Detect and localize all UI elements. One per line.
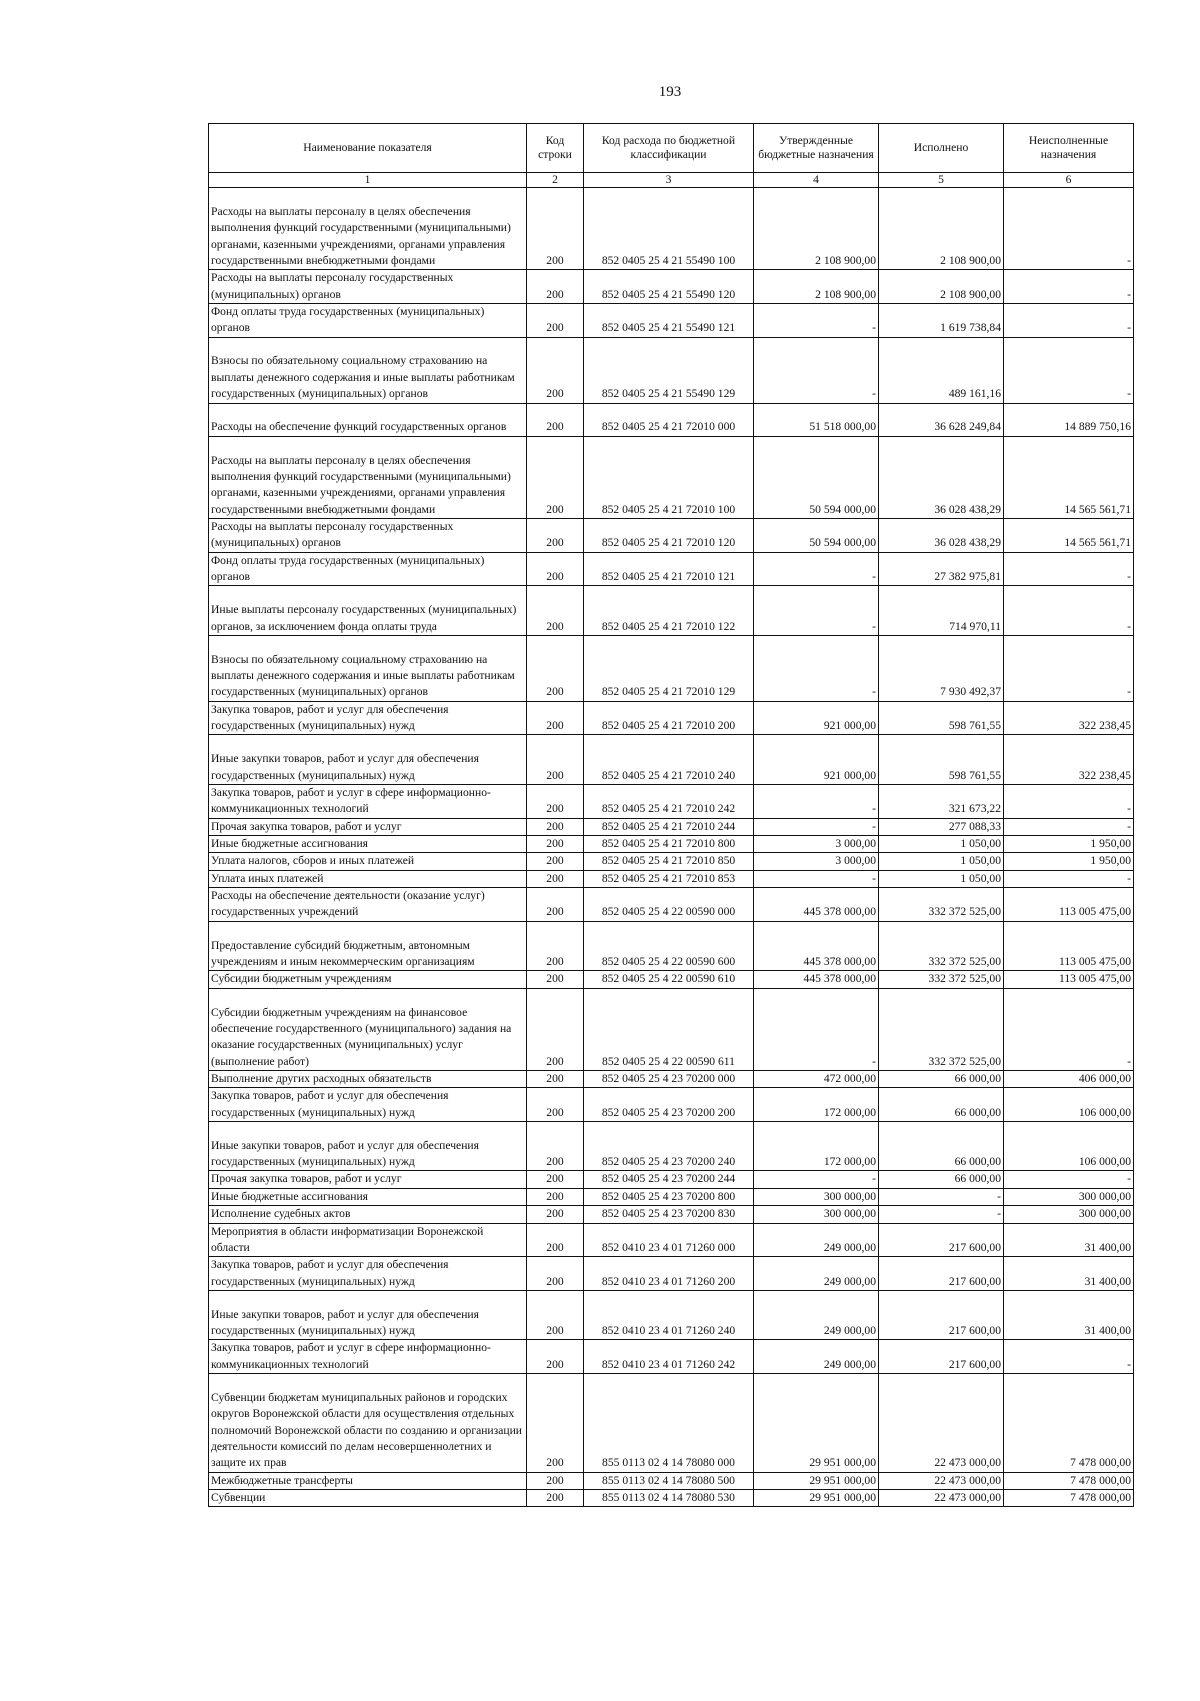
- header-executed: Исполнено: [879, 124, 1004, 173]
- approved-amount-cell: 2 108 900,00: [754, 188, 879, 270]
- table-row: [209, 1472, 1134, 1489]
- table-row: [209, 403, 1134, 436]
- indicator-name-cell: Иные закупки товаров, работ и услуг для обеспечения государственных (муниципальных) нужд: [209, 735, 527, 785]
- table-row: [209, 1088, 1134, 1122]
- indicator-name-cell: Иные закупки товаров, работ и услуг для обеспечения государственных (муниципальных) нужд: [209, 1290, 527, 1340]
- table-row: [209, 1340, 1134, 1374]
- table-row: [209, 701, 1134, 735]
- row-code-cell: 200: [527, 988, 584, 1070]
- indicator-name-cell: Субвенции: [209, 1490, 527, 1507]
- unexecuted-amount-cell: 7 478 000,00: [1004, 1374, 1134, 1473]
- approved-amount-cell: 249 000,00: [754, 1223, 879, 1257]
- unexecuted-amount-cell: 113 005 475,00: [1004, 921, 1134, 971]
- unexecuted-amount-cell: 14 889 750,16: [1004, 403, 1134, 436]
- indicator-name-cell: Выполнение других расходных обязательств: [209, 1070, 527, 1087]
- row-code-cell: 200: [527, 586, 584, 636]
- approved-amount-cell: 172 000,00: [754, 1121, 879, 1171]
- budget-code-cell: 852 0405 25 4 23 70200 200: [584, 1088, 754, 1122]
- approved-amount-cell: 472 000,00: [754, 1070, 879, 1087]
- unexecuted-amount-cell: 322 238,45: [1004, 735, 1134, 785]
- unexecuted-amount-cell: 31 400,00: [1004, 1290, 1134, 1340]
- budget-code-cell: 852 0405 25 4 23 70200 800: [584, 1188, 754, 1205]
- unexecuted-amount-cell: 14 565 561,71: [1004, 518, 1134, 552]
- table-row: [209, 921, 1134, 971]
- approved-amount-cell: -: [754, 586, 879, 636]
- header-budget-code: Код расхода по бюджетной классификации: [584, 124, 754, 173]
- indicator-name-cell: Расходы на обеспечение деятельности (оказание услуг) государственных учреждений: [209, 888, 527, 922]
- budget-code-cell: 852 0405 25 4 22 00590 610: [584, 971, 754, 988]
- row-code-cell: 200: [527, 1070, 584, 1087]
- table-row: [209, 436, 1134, 518]
- approved-amount-cell: 921 000,00: [754, 701, 879, 735]
- indicator-name-cell: Фонд оплаты труда государственных (муниципальных) органов: [209, 303, 527, 337]
- executed-amount-cell: 217 600,00: [879, 1223, 1004, 1257]
- indicator-name-cell: Фонд оплаты труда государственных (муниципальных) органов: [209, 552, 527, 586]
- table-row: [209, 552, 1134, 586]
- row-code-cell: 200: [527, 403, 584, 436]
- indicator-name-cell: Взносы по обязательному социальному страхованию на выплаты денежного содержания и иные выплаты работникам государственных (муниципальных) органов: [209, 635, 527, 701]
- unexecuted-amount-cell: -: [1004, 270, 1134, 304]
- table-row: [209, 870, 1134, 887]
- approved-amount-cell: 51 518 000,00: [754, 403, 879, 436]
- unexecuted-amount-cell: 106 000,00: [1004, 1088, 1134, 1122]
- executed-amount-cell: 332 372 525,00: [879, 888, 1004, 922]
- row-code-cell: 200: [527, 1223, 584, 1257]
- unexecuted-amount-cell: -: [1004, 303, 1134, 337]
- unexecuted-amount-cell: 7 478 000,00: [1004, 1490, 1134, 1507]
- executed-amount-cell: -: [879, 1188, 1004, 1205]
- budget-code-cell: 852 0405 25 4 21 55490 129: [584, 337, 754, 403]
- indicator-name-cell: Иные бюджетные ассигнования: [209, 836, 527, 853]
- unexecuted-amount-cell: -: [1004, 586, 1134, 636]
- unexecuted-amount-cell: -: [1004, 988, 1134, 1070]
- approved-amount-cell: -: [754, 988, 879, 1070]
- unexecuted-amount-cell: 1 950,00: [1004, 853, 1134, 870]
- table-row: [209, 1070, 1134, 1087]
- executed-amount-cell: -: [879, 1206, 1004, 1223]
- row-code-cell: 200: [527, 1171, 584, 1188]
- unexecuted-amount-cell: -: [1004, 870, 1134, 887]
- row-code-cell: 200: [527, 270, 584, 304]
- unexecuted-amount-cell: 7 478 000,00: [1004, 1472, 1134, 1489]
- indicator-name-cell: Субсидии бюджетным учреждениям на финансовое обеспечение государственного (муниципального) задания на оказание государственных (муниципальных) услуг (выполнение работ): [209, 988, 527, 1070]
- executed-amount-cell: 332 372 525,00: [879, 921, 1004, 971]
- approved-amount-cell: 29 951 000,00: [754, 1472, 879, 1489]
- row-code-cell: 200: [527, 785, 584, 819]
- table-row: [209, 785, 1134, 819]
- unexecuted-amount-cell: 31 400,00: [1004, 1257, 1134, 1291]
- budget-code-cell: 852 0405 25 4 23 70200 830: [584, 1206, 754, 1223]
- indicator-name-cell: Межбюджетные трансферты: [209, 1472, 527, 1489]
- unexecuted-amount-cell: -: [1004, 552, 1134, 586]
- approved-amount-cell: 50 594 000,00: [754, 518, 879, 552]
- table-row: [209, 1188, 1134, 1205]
- unexecuted-amount-cell: 113 005 475,00: [1004, 971, 1134, 988]
- table-row: [209, 1206, 1134, 1223]
- approved-amount-cell: 445 378 000,00: [754, 921, 879, 971]
- indicator-name-cell: Прочая закупка товаров, работ и услуг: [209, 1171, 527, 1188]
- budget-code-cell: 852 0405 25 4 23 70200 000: [584, 1070, 754, 1087]
- executed-amount-cell: 489 161,16: [879, 337, 1004, 403]
- budget-code-cell: 852 0405 25 4 23 70200 244: [584, 1171, 754, 1188]
- approved-amount-cell: 3 000,00: [754, 836, 879, 853]
- approved-amount-cell: 3 000,00: [754, 853, 879, 870]
- approved-amount-cell: 249 000,00: [754, 1257, 879, 1291]
- row-code-cell: 200: [527, 888, 584, 922]
- approved-amount-cell: -: [754, 1171, 879, 1188]
- indicator-name-cell: Иные бюджетные ассигнования: [209, 1188, 527, 1205]
- table-row: [209, 1171, 1134, 1188]
- unexecuted-amount-cell: -: [1004, 635, 1134, 701]
- executed-amount-cell: 217 600,00: [879, 1257, 1004, 1291]
- table-row: [209, 1374, 1134, 1473]
- indicator-name-cell: Исполнение судебных актов: [209, 1206, 527, 1223]
- approved-amount-cell: 249 000,00: [754, 1340, 879, 1374]
- row-code-cell: 200: [527, 1188, 584, 1205]
- indicator-name-cell: Расходы на выплаты персоналу государственных (муниципальных) органов: [209, 270, 527, 304]
- budget-code-cell: 852 0405 25 4 21 72010 244: [584, 818, 754, 835]
- executed-amount-cell: 714 970,11: [879, 586, 1004, 636]
- budget-code-cell: 852 0405 25 4 22 00590 611: [584, 988, 754, 1070]
- budget-code-cell: 852 0405 25 4 21 55490 121: [584, 303, 754, 337]
- row-code-cell: 200: [527, 1257, 584, 1291]
- row-code-cell: 200: [527, 971, 584, 988]
- executed-amount-cell: 36 628 249,84: [879, 403, 1004, 436]
- executed-amount-cell: 66 000,00: [879, 1121, 1004, 1171]
- row-code-cell: 200: [527, 921, 584, 971]
- executed-amount-cell: 36 028 438,29: [879, 436, 1004, 518]
- row-code-cell: 200: [527, 552, 584, 586]
- indicator-name-cell: Субсидии бюджетным учреждениям: [209, 971, 527, 988]
- page-number: 193: [658, 84, 682, 100]
- executed-amount-cell: 22 473 000,00: [879, 1490, 1004, 1507]
- executed-amount-cell: 66 000,00: [879, 1070, 1004, 1087]
- row-code-cell: 200: [527, 1472, 584, 1489]
- row-code-cell: 200: [527, 735, 584, 785]
- budget-code-cell: 852 0405 25 4 21 72010 853: [584, 870, 754, 887]
- indicator-name-cell: Расходы на обеспечение функций государственных органов: [209, 403, 527, 436]
- budget-code-cell: 852 0405 25 4 21 55490 120: [584, 270, 754, 304]
- unexecuted-amount-cell: 14 565 561,71: [1004, 436, 1134, 518]
- row-code-cell: 200: [527, 337, 584, 403]
- budget-code-cell: 852 0405 25 4 21 55490 100: [584, 188, 754, 270]
- header-row-code: Код строки: [527, 124, 584, 173]
- executed-amount-cell: 332 372 525,00: [879, 988, 1004, 1070]
- indicator-name-cell: Субвенции бюджетам муниципальных районов и городских округов Воронежской области для осуществления отдельных полномочий Воронежской области по созданию и организации деятельности комиссий по делам несовершеннолетних и защите их прав: [209, 1374, 527, 1473]
- indicator-name-cell: Иные закупки товаров, работ и услуг для обеспечения государственных (муниципальных) нужд: [209, 1121, 527, 1171]
- row-code-cell: 200: [527, 818, 584, 835]
- unexecuted-amount-cell: -: [1004, 1171, 1134, 1188]
- table-row: [209, 1257, 1134, 1291]
- indicator-name-cell: Иные выплаты персоналу государственных (муниципальных) органов, за исключением фонда оплаты труда: [209, 586, 527, 636]
- row-code-cell: 200: [527, 870, 584, 887]
- budget-execution-table: [208, 123, 1134, 1507]
- column-number: 6: [1004, 173, 1134, 188]
- budget-code-cell: 852 0405 25 4 21 72010 242: [584, 785, 754, 819]
- column-number: 4: [754, 173, 879, 188]
- executed-amount-cell: 598 761,55: [879, 735, 1004, 785]
- row-code-cell: 200: [527, 518, 584, 552]
- approved-amount-cell: 445 378 000,00: [754, 971, 879, 988]
- approved-amount-cell: 445 378 000,00: [754, 888, 879, 922]
- table-row: [209, 988, 1134, 1070]
- budget-code-cell: 852 0410 23 4 01 71260 000: [584, 1223, 754, 1257]
- indicator-name-cell: Закупка товаров, работ и услуг в сфере информационно-коммуникационных технологий: [209, 1340, 527, 1374]
- executed-amount-cell: 27 382 975,81: [879, 552, 1004, 586]
- indicator-name-cell: Прочая закупка товаров, работ и услуг: [209, 818, 527, 835]
- table-row: [209, 518, 1134, 552]
- budget-code-cell: 852 0405 25 4 22 00590 600: [584, 921, 754, 971]
- indicator-name-cell: Закупка товаров, работ и услуг для обеспечения государственных (муниципальных) нужд: [209, 1088, 527, 1122]
- budget-code-cell: 852 0405 25 4 21 72010 100: [584, 436, 754, 518]
- indicator-name-cell: Расходы на выплаты персоналу в целях обеспечения выполнения функций государственными (муниципальными) органами, казенными учреждениями, органами управления государственными внебюджетными фондами: [209, 436, 527, 518]
- unexecuted-amount-cell: 106 000,00: [1004, 1121, 1134, 1171]
- approved-amount-cell: 300 000,00: [754, 1206, 879, 1223]
- budget-code-cell: 855 0113 02 4 14 78080 530: [584, 1490, 754, 1507]
- executed-amount-cell: 1 050,00: [879, 853, 1004, 870]
- table-row: [209, 188, 1134, 270]
- table-row: [209, 836, 1134, 853]
- unexecuted-amount-cell: 406 000,00: [1004, 1070, 1134, 1087]
- budget-code-cell: 852 0405 25 4 21 72010 240: [584, 735, 754, 785]
- budget-code-cell: 852 0405 25 4 21 72010 129: [584, 635, 754, 701]
- row-code-cell: 200: [527, 1206, 584, 1223]
- row-code-cell: 200: [527, 1340, 584, 1374]
- table-row: [209, 735, 1134, 785]
- approved-amount-cell: 29 951 000,00: [754, 1490, 879, 1507]
- approved-amount-cell: -: [754, 303, 879, 337]
- approved-amount-cell: -: [754, 552, 879, 586]
- budget-code-cell: 852 0405 25 4 21 72010 200: [584, 701, 754, 735]
- table-row: [209, 1490, 1134, 1507]
- approved-amount-cell: 2 108 900,00: [754, 270, 879, 304]
- executed-amount-cell: 1 050,00: [879, 870, 1004, 887]
- approved-amount-cell: 249 000,00: [754, 1290, 879, 1340]
- indicator-name-cell: Закупка товаров, работ и услуг для обеспечения государственных (муниципальных) нужд: [209, 701, 527, 735]
- unexecuted-amount-cell: 1 950,00: [1004, 836, 1134, 853]
- budget-code-cell: 852 0410 23 4 01 71260 200: [584, 1257, 754, 1291]
- column-number: 3: [584, 173, 754, 188]
- row-code-cell: 200: [527, 303, 584, 337]
- header-indicator-name: Наименование показателя: [209, 124, 527, 173]
- indicator-name-cell: Расходы на выплаты персоналу в целях обеспечения выполнения функций государственными (муниципальными) органами, казенными учреждениями, органами управления государственными внебюджетными фондами: [209, 188, 527, 270]
- row-code-cell: 200: [527, 701, 584, 735]
- budget-code-cell: 852 0405 25 4 21 72010 000: [584, 403, 754, 436]
- approved-amount-cell: 29 951 000,00: [754, 1374, 879, 1473]
- executed-amount-cell: 22 473 000,00: [879, 1472, 1004, 1489]
- executed-amount-cell: 2 108 900,00: [879, 270, 1004, 304]
- executed-amount-cell: 332 372 525,00: [879, 971, 1004, 988]
- indicator-name-cell: Закупка товаров, работ и услуг в сфере информационно-коммуникационных технологий: [209, 785, 527, 819]
- row-code-cell: 200: [527, 1490, 584, 1507]
- approved-amount-cell: -: [754, 870, 879, 887]
- table-row: [209, 853, 1134, 870]
- table-row: [209, 1290, 1134, 1340]
- budget-code-cell: 852 0405 25 4 21 72010 800: [584, 836, 754, 853]
- indicator-name-cell: Закупка товаров, работ и услуг для обеспечения государственных (муниципальных) нужд: [209, 1257, 527, 1291]
- executed-amount-cell: 66 000,00: [879, 1088, 1004, 1122]
- row-code-cell: 200: [527, 436, 584, 518]
- executed-amount-cell: 22 473 000,00: [879, 1374, 1004, 1473]
- unexecuted-amount-cell: 300 000,00: [1004, 1206, 1134, 1223]
- row-code-cell: 200: [527, 188, 584, 270]
- row-code-cell: 200: [527, 1121, 584, 1171]
- indicator-name-cell: Уплата иных платежей: [209, 870, 527, 887]
- unexecuted-amount-cell: -: [1004, 1340, 1134, 1374]
- executed-amount-cell: 66 000,00: [879, 1171, 1004, 1188]
- row-code-cell: 200: [527, 1088, 584, 1122]
- budget-code-cell: 855 0113 02 4 14 78080 500: [584, 1472, 754, 1489]
- table-row: [209, 586, 1134, 636]
- indicator-name-cell: Предоставление субсидий бюджетным, автономным учреждениям и иным некоммерческим организациям: [209, 921, 527, 971]
- approved-amount-cell: 921 000,00: [754, 735, 879, 785]
- approved-amount-cell: 300 000,00: [754, 1188, 879, 1205]
- table-row: [209, 971, 1134, 988]
- row-code-cell: 200: [527, 853, 584, 870]
- column-number: 1: [209, 173, 527, 188]
- budget-code-cell: 852 0405 25 4 21 72010 122: [584, 586, 754, 636]
- executed-amount-cell: 1 050,00: [879, 836, 1004, 853]
- executed-amount-cell: 2 108 900,00: [879, 188, 1004, 270]
- budget-code-cell: 852 0410 23 4 01 71260 240: [584, 1290, 754, 1340]
- unexecuted-amount-cell: -: [1004, 337, 1134, 403]
- approved-amount-cell: -: [754, 785, 879, 819]
- unexecuted-amount-cell: 300 000,00: [1004, 1188, 1134, 1205]
- table-body: [209, 188, 1134, 1507]
- indicator-name-cell: Взносы по обязательному социальному страхованию на выплаты денежного содержания и иные выплаты работникам государственных (муниципальных) органов: [209, 337, 527, 403]
- unexecuted-amount-cell: 31 400,00: [1004, 1223, 1134, 1257]
- executed-amount-cell: 1 619 738,84: [879, 303, 1004, 337]
- unexecuted-amount-cell: -: [1004, 188, 1134, 270]
- budget-code-cell: 855 0113 02 4 14 78080 000: [584, 1374, 754, 1473]
- budget-code-cell: 852 0405 25 4 22 00590 000: [584, 888, 754, 922]
- table-row: [209, 270, 1134, 304]
- column-number-row: [209, 173, 1134, 188]
- column-number: 2: [527, 173, 584, 188]
- approved-amount-cell: 172 000,00: [754, 1088, 879, 1122]
- indicator-name-cell: Расходы на выплаты персоналу государственных (муниципальных) органов: [209, 518, 527, 552]
- budget-code-cell: 852 0405 25 4 21 72010 120: [584, 518, 754, 552]
- approved-amount-cell: 50 594 000,00: [754, 436, 879, 518]
- column-number: 5: [879, 173, 1004, 188]
- unexecuted-amount-cell: -: [1004, 818, 1134, 835]
- table-row: [209, 818, 1134, 835]
- executed-amount-cell: 598 761,55: [879, 701, 1004, 735]
- header-row: [209, 124, 1134, 173]
- executed-amount-cell: 36 028 438,29: [879, 518, 1004, 552]
- header-approved: Утвержденные бюджетные назначения: [754, 124, 879, 173]
- table-row: [209, 303, 1134, 337]
- table-row: [209, 1223, 1134, 1257]
- unexecuted-amount-cell: -: [1004, 785, 1134, 819]
- row-code-cell: 200: [527, 1290, 584, 1340]
- row-code-cell: 200: [527, 836, 584, 853]
- budget-code-cell: 852 0405 25 4 21 72010 121: [584, 552, 754, 586]
- approved-amount-cell: -: [754, 818, 879, 835]
- table-row: [209, 888, 1134, 922]
- executed-amount-cell: 217 600,00: [879, 1340, 1004, 1374]
- indicator-name-cell: Уплата налогов, сборов и иных платежей: [209, 853, 527, 870]
- table-row: [209, 337, 1134, 403]
- table-row: [209, 635, 1134, 701]
- header-unexecuted: Неисполненные назначения: [1004, 124, 1134, 173]
- executed-amount-cell: 321 673,22: [879, 785, 1004, 819]
- unexecuted-amount-cell: 113 005 475,00: [1004, 888, 1134, 922]
- row-code-cell: 200: [527, 635, 584, 701]
- table-row: [209, 1121, 1134, 1171]
- budget-code-cell: 852 0405 25 4 21 72010 850: [584, 853, 754, 870]
- approved-amount-cell: -: [754, 337, 879, 403]
- approved-amount-cell: -: [754, 635, 879, 701]
- budget-code-cell: 852 0410 23 4 01 71260 242: [584, 1340, 754, 1374]
- budget-code-cell: 852 0405 25 4 23 70200 240: [584, 1121, 754, 1171]
- executed-amount-cell: 277 088,33: [879, 818, 1004, 835]
- executed-amount-cell: 217 600,00: [879, 1290, 1004, 1340]
- row-code-cell: 200: [527, 1374, 584, 1473]
- indicator-name-cell: Мероприятия в области информатизации Воронежской области: [209, 1223, 527, 1257]
- executed-amount-cell: 7 930 492,37: [879, 635, 1004, 701]
- unexecuted-amount-cell: 322 238,45: [1004, 701, 1134, 735]
